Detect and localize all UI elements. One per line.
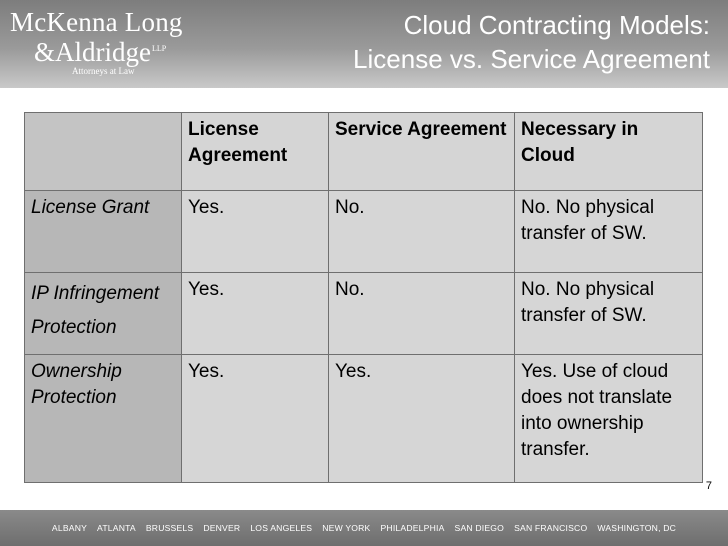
row-header-ownership: Ownership Protection xyxy=(25,355,182,483)
row-header-license-grant: License Grant xyxy=(25,191,182,273)
logo-line-2-text: &Aldridge xyxy=(34,37,151,67)
page-number: 7 xyxy=(705,480,712,492)
office-name: SAN DIEGO xyxy=(454,523,505,533)
table-row xyxy=(25,191,703,273)
office-name: ALBANY xyxy=(51,523,88,533)
logo-line-1: McKenna Long xyxy=(10,7,183,37)
office-name: PHILADELPHIA xyxy=(380,523,445,533)
table-cell: Yes. xyxy=(329,355,515,483)
footer-office-bar xyxy=(0,510,728,546)
table-corner-cell xyxy=(25,113,182,191)
office-name: ATLANTA xyxy=(97,523,136,533)
slide-title xyxy=(353,8,710,76)
table-cell: Yes. Use of cloud does not translate into ownership transfer. xyxy=(515,355,703,483)
logo-tagline: Attorneys at Law xyxy=(72,66,135,76)
office-name: SAN FRANCISCO xyxy=(514,523,588,533)
office-name: BRUSSELS xyxy=(145,523,194,533)
column-header-cloud: Necessary in Cloud xyxy=(515,113,703,191)
table-row xyxy=(25,273,703,355)
slide-header xyxy=(0,0,728,88)
office-name: LOS ANGELES xyxy=(250,523,313,533)
table-cell: No. xyxy=(329,191,515,273)
row-header-ip-infringement: IP Infringement Protection xyxy=(25,273,182,355)
table-row xyxy=(25,355,703,483)
office-name: WASHINGTON, DC xyxy=(597,523,677,533)
logo-suffix: LLP xyxy=(151,44,167,53)
table-cell: Yes. xyxy=(182,191,329,273)
office-name: NEW YORK xyxy=(322,523,371,533)
comparison-table xyxy=(24,112,703,483)
slide-title-line-1: Cloud Contracting Models: xyxy=(403,10,710,40)
slide-title-line-2: License vs. Service Agreement xyxy=(353,44,710,74)
column-header-service: Service Agreement xyxy=(329,113,515,191)
table-cell: Yes. xyxy=(182,355,329,483)
firm-logo xyxy=(10,8,210,77)
table-cell: No. xyxy=(329,273,515,355)
table-cell: No. No physical transfer of SW. xyxy=(515,273,703,355)
table-header-row xyxy=(25,113,703,191)
column-header-license: License Agreement xyxy=(182,113,329,191)
table-cell: Yes. xyxy=(182,273,329,355)
table-cell: No. No physical transfer of SW. xyxy=(515,191,703,273)
logo-line-2 xyxy=(10,36,210,65)
office-name: DENVER xyxy=(203,523,241,533)
